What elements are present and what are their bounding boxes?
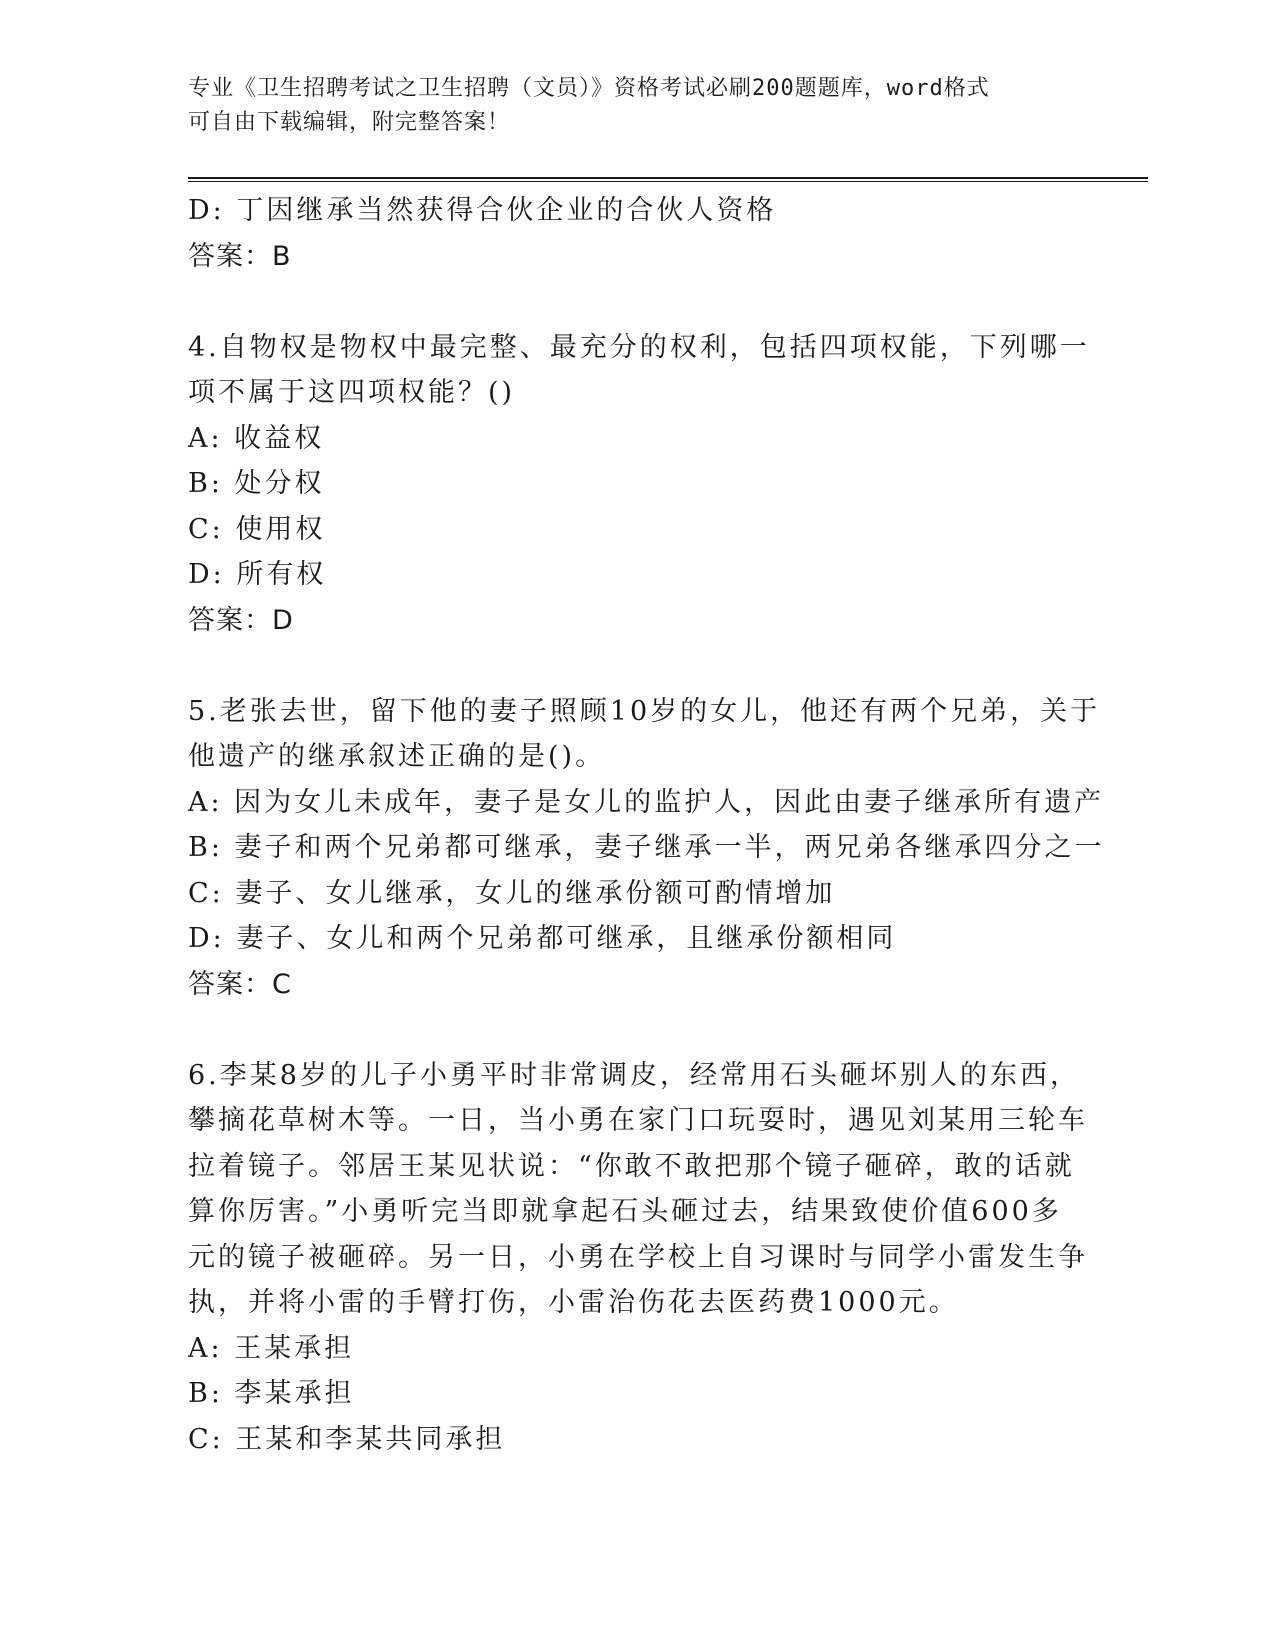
question-stem: 拉着镜子。邻居王某见状说：“你敢不敢把那个镜子砸碎，敢的话就 bbox=[188, 1150, 1075, 1182]
option-d: D: 丁因继承当然获得合伙企业的合伙人资格 bbox=[188, 195, 777, 226]
question-4 bbox=[188, 325, 1088, 644]
option-a: A: 因为女儿未成年，妻子是女儿的监护人，因此由妻子继承所有遗产 bbox=[188, 786, 1105, 818]
question-6 bbox=[188, 1053, 1088, 1463]
answer-line: 答案：B bbox=[188, 240, 292, 272]
option-b: B: 妻子和两个兄弟都可继承，妻子继承一半，两兄弟各继承四分之一 bbox=[188, 832, 1105, 863]
spacer bbox=[188, 279, 1088, 325]
question-stem: 5.老张去世，留下他的妻子照顾10岁的女儿，他还有两个兄弟，关于 bbox=[188, 695, 1101, 727]
option-a: A: 王某承担 bbox=[188, 1332, 355, 1364]
option-d: D: 所有权 bbox=[188, 559, 327, 590]
spacer bbox=[188, 643, 1088, 689]
header-line-1: 专业《卫生招聘考试之卫生招聘（文员）》资格考试必刷200题题库，word格式 bbox=[188, 76, 990, 101]
option-a: A: 收益权 bbox=[188, 422, 325, 454]
header-line-2: 可自由下载编辑，附完整答案！ bbox=[188, 110, 511, 135]
header-divider-thin bbox=[188, 181, 1148, 182]
option-c: C: 使用权 bbox=[188, 513, 326, 545]
previous-question-tail bbox=[188, 188, 1088, 279]
option-c: C: 王某和李某共同承担 bbox=[188, 1423, 506, 1455]
question-stem: 元的镜子被砸碎。另一日，小勇在学校上自习课时与同学小雷发生争 bbox=[188, 1241, 1088, 1273]
question-stem: 算你厉害。”小勇听完当即就拿起石头砸过去，结果致使价值600多 bbox=[188, 1196, 1062, 1227]
document-body bbox=[188, 188, 1105, 1462]
option-d: D: 妻子、女儿和两个兄弟都可继承，且继承份额相同 bbox=[188, 923, 897, 954]
spacer bbox=[188, 1007, 1088, 1053]
header-divider-thick bbox=[188, 177, 1148, 179]
question-stem: 攀摘花草树木等。一日，当小勇在家门口玩耍时，遇见刘某用三轮车 bbox=[188, 1105, 1088, 1136]
question-stem: 项不属于这四项权能？() bbox=[188, 377, 516, 408]
answer-line: 答案：C bbox=[188, 968, 292, 1000]
question-5 bbox=[188, 689, 1105, 1008]
question-stem: 他遗产的继承叙述正确的是()。 bbox=[188, 741, 606, 772]
answer-line: 答案：D bbox=[188, 604, 294, 636]
document-header bbox=[188, 72, 1088, 140]
option-b: B: 处分权 bbox=[188, 468, 325, 499]
question-stem: 6.李某8岁的儿子小勇平时非常调皮，经常用石头砸坏别人的东西， bbox=[188, 1059, 1080, 1091]
option-c: C: 妻子、女儿继承，女儿的继承份额可酌情增加 bbox=[188, 877, 836, 909]
question-stem: 执，并将小雷的手臂打伤，小雷治伤花去医药费1000元。 bbox=[188, 1287, 959, 1318]
question-stem: 4.自物权是物权中最完整、最充分的权利，包括四项权能，下列哪一 bbox=[188, 331, 1090, 363]
option-b: B: 李某承担 bbox=[188, 1378, 355, 1409]
